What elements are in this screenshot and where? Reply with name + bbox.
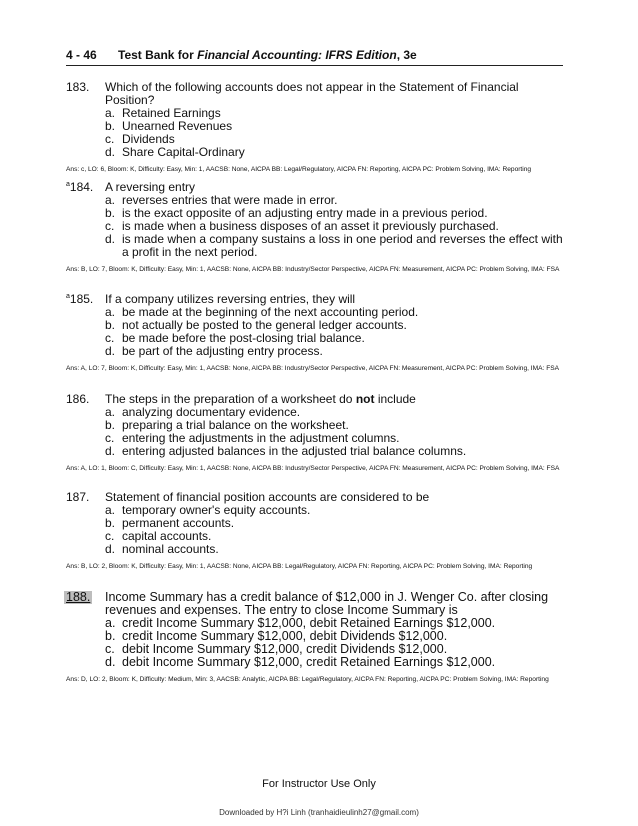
question-marker: a — [66, 181, 70, 188]
answer-metadata: Ans: B, LO: 2, Bloom: K, Difficulty: Easy, Min: 1, AACSB: None, AICPA BB: Legal/Regulatory, AICPA FN: Reporting, AICPA PC: Problem Solving, IMA: Reporting — [66, 563, 533, 570]
question-stem: Income Summary has a credit balance of $12,000 in J. Wenger Co. after closing revenues and expenses. The entry to close Income Summary is — [105, 590, 549, 617]
question-stem: Statement of financial position accounts are considered to be — [105, 490, 430, 504]
option-letter: a. — [105, 193, 116, 207]
option-text: credit Income Summary $12,000, debit Dividends $12,000. — [122, 629, 448, 643]
option-letter: a. — [105, 106, 116, 120]
question-185 — [66, 293, 564, 373]
option-text: Unearned Revenues — [122, 119, 233, 133]
option-text: reverses entries that were made in error. — [122, 193, 338, 207]
option-letter: b. — [105, 418, 116, 432]
option-d — [105, 233, 564, 259]
page-number: 4 - 46 — [66, 48, 97, 62]
answer-metadata: Ans: D, LO: 2, Bloom: K, Difficulty: Medium, Min: 3, AACSB: Analytic, AICPA BB: Legal/Regulatory, AICPA FN: Reporting, AICPA PC: Problem Solving, IMA: Reporting — [66, 676, 549, 683]
option-d — [105, 543, 564, 556]
question-186 — [66, 393, 564, 473]
option-text: is made when a company sustains a loss in one period and reverses the effect with a profit in the next period. — [122, 232, 563, 259]
option-letter: c. — [105, 331, 115, 345]
option-letter: d. — [105, 232, 116, 246]
question-number: 186. — [66, 392, 90, 406]
option-text: credit Income Summary $12,000, debit Retained Earnings $12,000. — [122, 616, 496, 630]
question-number: 188. — [66, 590, 91, 604]
option-letter: a. — [105, 305, 116, 319]
option-letter: c. — [105, 642, 115, 656]
option-text: Dividends — [122, 132, 175, 146]
download-notice: Downloaded by H?i Linh (tranhaidieulinh27@gmail.com) — [219, 808, 419, 817]
option-letter: d. — [105, 444, 116, 458]
option-text: be part of the adjusting entry process. — [122, 344, 323, 358]
option-letter: b. — [105, 629, 116, 643]
question-stem: Which of the following accounts does not appear in the Statement of Financial Position? — [105, 80, 519, 107]
option-d — [105, 146, 564, 159]
option-text: debit Income Summary $12,000, credit Retained Earnings $12,000. — [122, 655, 496, 669]
option-text: preparing a trial balance on the worksheet. — [122, 418, 349, 432]
answer-metadata: Ans: A, LO: 1, Bloom: C, Difficulty: Easy, Min: 1, AACSB: None, AICPA BB: Industry/Sector Perspective, AICPA FN: Measurement, AICPA PC: Problem Solving, IMA: FSA — [66, 465, 560, 472]
option-d — [105, 345, 564, 358]
option-letter: b. — [105, 516, 116, 530]
option-letter: b. — [105, 206, 116, 220]
question-184 — [66, 181, 564, 274]
option-letter: d. — [105, 145, 116, 159]
option-text: analyzing documentary evidence. — [122, 405, 301, 419]
option-text: nominal accounts. — [122, 542, 219, 556]
option-text: not actually be posted to the general ledger accounts. — [122, 318, 407, 332]
option-letter: c. — [105, 132, 115, 146]
option-letter: a. — [105, 503, 116, 517]
option-d — [105, 445, 564, 458]
question-number: $^a$185. — [66, 292, 94, 306]
question-stem: If a company utilizes reversing entries, they will — [105, 292, 356, 306]
option-text: be made at the beginning of the next accounting period. — [122, 305, 419, 319]
option-text: debit Income Summary $12,000, credit Dividends $12,000. — [122, 642, 448, 656]
option-text: be made before the post-closing trial balance. — [122, 331, 365, 345]
question-187 — [66, 491, 564, 571]
question-marker: a — [66, 293, 70, 300]
title-prefix: Test Bank for — [118, 48, 198, 62]
instructor-notice: For Instructor Use Only — [262, 778, 376, 790]
stem-emphasis: not — [355, 392, 375, 406]
option-text: is made when a business disposes of an asset it previously purchased. — [122, 219, 499, 233]
option-letter: b. — [105, 318, 116, 332]
title-suffix: , 3e — [396, 48, 417, 62]
option-letter: a. — [105, 405, 116, 419]
question-number: 183. — [66, 80, 90, 94]
option-text: capital accounts. — [122, 529, 212, 543]
title-italic: Financial Accounting: IFRS Edition — [197, 48, 397, 62]
question-183 — [66, 81, 564, 174]
answer-metadata: Ans: B, LO: 7, Bloom: K, Difficulty: Easy, Min: 1, AACSB: None, AICPA BB: Industry/Sector Perspective, AICPA FN: Measurement, AICPA PC: Problem Solving, IMA: FSA — [66, 266, 560, 273]
question-188 — [66, 591, 564, 684]
book-title — [118, 48, 417, 62]
question-stem: The steps in the preparation of a worksheet do not include — [105, 392, 416, 406]
option-text: is the exact opposite of an adjusting entry made in a previous period. — [122, 206, 488, 220]
answer-metadata: Ans: c, LO: 6, Bloom: K, Difficulty: Easy, Min: 1, AACSB: None, AICPA BB: Legal/Regulatory, AICPA FN: Reporting, AICPA PC: Problem Solving, IMA: Reporting — [66, 166, 532, 173]
option-text: permanent accounts. — [122, 516, 235, 530]
option-text: Share Capital-Ordinary — [122, 145, 245, 159]
option-letter: c. — [105, 431, 115, 445]
option-letter: d. — [105, 542, 116, 556]
question-stem: A reversing entry — [105, 180, 196, 194]
answer-metadata: Ans: A, LO: 7, Bloom: K, Difficulty: Easy, Min: 1, AACSB: None, AICPA BB: Industry/Sector Perspective, AICPA FN: Measurement, AICPA PC: Problem Solving, IMA: FSA — [66, 365, 560, 372]
option-letter: b. — [105, 119, 116, 133]
page-header — [66, 45, 563, 66]
option-d — [105, 656, 564, 669]
option-text: temporary owner's equity accounts. — [122, 503, 311, 517]
option-text: Retained Earnings — [122, 106, 221, 120]
question-number: $^a$184. — [66, 180, 94, 194]
option-letter: c. — [105, 529, 115, 543]
option-letter: a. — [105, 616, 116, 630]
option-letter: c. — [105, 219, 115, 233]
option-text: entering adjusted balances in the adjusted trial balance columns. — [122, 444, 467, 458]
option-letter: d. — [105, 344, 116, 358]
option-letter: d. — [105, 655, 116, 669]
option-text: entering the adjustments in the adjustment columns. — [122, 431, 400, 445]
question-number: 187. — [66, 490, 90, 504]
